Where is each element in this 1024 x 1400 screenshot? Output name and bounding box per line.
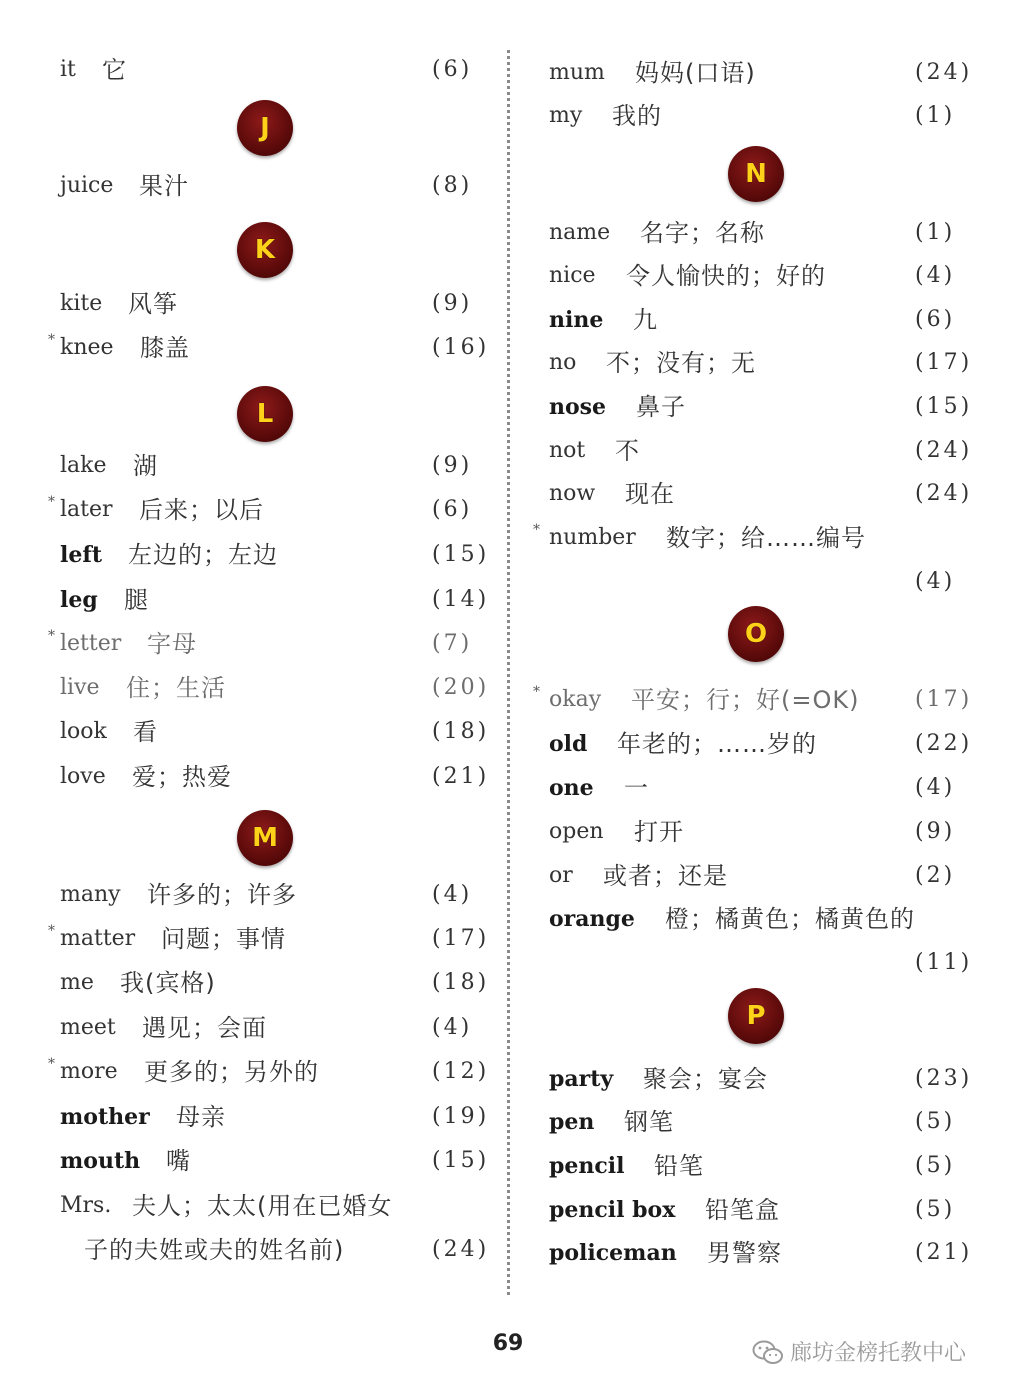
entry-unit-ref: (4) (432, 1015, 473, 1040)
entry-unit-ref: (17) (915, 687, 973, 712)
entry-unit-ref: (15) (915, 394, 973, 419)
entry-meaning: 我的 (612, 102, 662, 130)
entry-unit-ref: (24) (432, 1237, 490, 1262)
entry-word: knee (60, 335, 114, 360)
entry-meaning: 铅笔盒 (705, 1196, 780, 1224)
entry-meaning: 母亲 (176, 1103, 226, 1131)
entry-word: name (549, 220, 611, 245)
entry-word: pen (549, 1109, 595, 1135)
entry-word: left (60, 542, 102, 568)
vocab-entry (515, 768, 985, 808)
entry-word: me (60, 970, 94, 995)
entry-meaning: 遇见；会面 (142, 1014, 267, 1042)
entry-meaning: 平安；行；好(=OK) (631, 686, 860, 714)
entry-unit-ref: (8) (432, 173, 473, 198)
vocab-entry (0, 50, 502, 90)
entry-word: it (60, 57, 76, 82)
entry-word: live (60, 675, 100, 700)
vocab-entry (0, 284, 502, 324)
entry-word: open (549, 819, 604, 844)
vocab-entry (515, 680, 985, 720)
entry-unit-ref: (6) (432, 57, 473, 82)
entry-word: leg (60, 587, 98, 613)
entry-word: pencil box (549, 1197, 676, 1223)
vocab-entry (0, 1141, 502, 1181)
entry-unit-ref: (9) (432, 291, 473, 316)
section-letter-label: M (252, 823, 278, 853)
entry-meaning: 钢笔 (624, 1108, 674, 1136)
section-letter-label: O (744, 619, 768, 649)
entry-meaning: 子的夫姓或夫的姓名前) (84, 1236, 345, 1264)
entry-unit-ref: (24) (915, 60, 973, 85)
vocab-entry (0, 535, 502, 575)
entry-meaning: 男警察 (707, 1239, 782, 1267)
entry-word: letter (60, 631, 122, 656)
entry-unit-ref: (20) (432, 675, 490, 700)
entry-meaning: 后来；以后 (139, 496, 264, 524)
vocab-entry (0, 712, 502, 752)
section-letter-label: J (260, 113, 270, 143)
entry-word: my (549, 103, 583, 128)
entry-meaning: 嘴 (166, 1147, 191, 1175)
vocab-entry (515, 1059, 985, 1099)
entry-word: nose (549, 394, 607, 420)
entry-meaning: 左边的；左边 (128, 541, 278, 569)
entry-unit-ref: (1) (915, 103, 956, 128)
entry-unit-ref: (5) (915, 1109, 956, 1134)
entry-word: old (549, 731, 588, 757)
vocab-entry (515, 213, 985, 253)
entry-unit-ref: (19) (432, 1104, 490, 1129)
entry-word: later (60, 497, 113, 522)
star-marker: * (48, 628, 55, 644)
entry-unit-ref: (6) (432, 497, 473, 522)
entry-meaning: 九 (633, 306, 658, 334)
vocab-entry (515, 300, 985, 340)
entry-unit-ref: (5) (915, 1197, 956, 1222)
entry-unit-ref: (9) (432, 453, 473, 478)
entry-word: not (549, 438, 586, 463)
entry-word: many (60, 882, 121, 907)
entry-unit-ref: (15) (432, 1148, 490, 1173)
entry-meaning: 果汁 (139, 172, 189, 200)
entry-word: one (549, 775, 594, 801)
entry-unit-ref: (23) (915, 1066, 973, 1091)
entry-meaning: 名字；名称 (640, 219, 765, 247)
entry-unit-ref: (24) (915, 481, 973, 506)
entry-word: nice (549, 263, 596, 288)
entry-meaning: 鼻子 (636, 393, 686, 421)
entry-word: juice (60, 173, 114, 198)
entry-meaning: 问题；事情 (161, 925, 286, 953)
entry-word: number (549, 525, 636, 550)
vocab-entry (515, 1190, 985, 1230)
entry-unit-ref: (21) (915, 1240, 973, 1265)
section-letter-label: P (746, 1001, 766, 1031)
section-letter-o (728, 606, 784, 662)
entry-word: or (549, 863, 573, 888)
entry-unit-ref: (16) (432, 335, 490, 360)
entry-word: mum (549, 60, 605, 85)
entry-meaning: 不；没有；无 (606, 349, 756, 377)
section-letter-label: K (254, 235, 276, 265)
entry-word: pencil (549, 1153, 625, 1179)
entry-unit-ref: (14) (432, 587, 490, 612)
vocab-entry (515, 1102, 985, 1142)
vocab-entry (515, 562, 985, 602)
star-marker: * (533, 684, 540, 700)
vocab-entry (0, 875, 502, 915)
entry-meaning: 聚会；宴会 (643, 1065, 768, 1093)
section-letter-p (728, 988, 784, 1044)
entry-meaning: 夫人；太太(用在已婚女 (132, 1192, 393, 1220)
entry-meaning: 字母 (147, 630, 197, 658)
vocab-entry (0, 1186, 502, 1226)
vocab-entry (515, 943, 985, 983)
entry-meaning: 爱；热爱 (132, 763, 232, 791)
vocab-entry (0, 446, 502, 486)
entry-unit-ref: (17) (432, 926, 490, 951)
entry-meaning: 许多的；许多 (147, 881, 297, 909)
entry-word: mother (60, 1104, 150, 1130)
entry-unit-ref: (22) (915, 731, 973, 756)
entry-meaning: 令人愉快的；好的 (626, 262, 826, 290)
vocab-entry (515, 899, 985, 939)
vocab-entry (515, 856, 985, 896)
section-letter-k (237, 222, 293, 278)
section-letter-m (237, 810, 293, 866)
entry-meaning: 橙；橘黄色；橘黄色的 (665, 905, 915, 933)
vocab-entry (0, 1230, 502, 1270)
entry-word: now (549, 481, 596, 506)
entry-word: mouth (60, 1148, 141, 1174)
vocab-entry (0, 668, 502, 708)
star-marker: * (48, 332, 55, 348)
entry-meaning: 不 (615, 437, 640, 465)
section-letter-j (237, 100, 293, 156)
entry-word: okay (549, 687, 602, 712)
entry-unit-ref: (24) (915, 438, 973, 463)
entry-meaning: 风筝 (128, 290, 178, 318)
entry-unit-ref: (7) (432, 631, 473, 656)
page-number: 69 (492, 1331, 524, 1356)
star-marker: * (533, 522, 540, 538)
entry-meaning: 年老的；……岁的 (617, 730, 817, 758)
entry-word: love (60, 764, 106, 789)
entry-meaning: 湖 (133, 452, 158, 480)
section-letter-n (728, 146, 784, 202)
vocab-entry (0, 963, 502, 1003)
entry-word: matter (60, 926, 136, 951)
entry-unit-ref: (17) (915, 350, 973, 375)
entry-word: nine (549, 307, 604, 333)
vocab-entry (0, 624, 502, 664)
vocab-entry (515, 53, 985, 93)
vocab-entry (0, 328, 502, 368)
vocab-entry (0, 1008, 502, 1048)
vocab-entry (0, 919, 502, 959)
entry-meaning: 膝盖 (140, 334, 190, 362)
wechat-icon (752, 1339, 784, 1367)
section-letter-label: L (256, 399, 274, 429)
vocab-entry (0, 1052, 502, 1092)
star-marker: * (48, 494, 55, 510)
entry-meaning: 一 (624, 774, 649, 802)
vocab-entry (515, 474, 985, 514)
vocab-entry (0, 757, 502, 797)
vocab-entry (0, 490, 502, 530)
vocab-entry (0, 1097, 502, 1137)
vocab-entry (0, 166, 502, 206)
section-letter-l (237, 386, 293, 442)
vocab-entry (515, 724, 985, 764)
entry-unit-ref: (4) (432, 882, 473, 907)
column-divider (507, 50, 510, 1295)
section-letter-label: N (745, 159, 767, 189)
entry-unit-ref: (12) (432, 1059, 490, 1084)
entry-meaning: 它 (102, 56, 127, 84)
watermark-text: 廊坊金榜托教中心 (790, 1341, 967, 1366)
entry-word: orange (549, 906, 635, 932)
vocab-entry (515, 1146, 985, 1186)
star-marker: * (48, 923, 55, 939)
entry-word: more (60, 1059, 118, 1084)
vocab-entry (515, 256, 985, 296)
entry-unit-ref: (2) (915, 863, 956, 888)
vocab-entry (515, 343, 985, 383)
entry-unit-ref: (21) (432, 764, 490, 789)
entry-unit-ref: (4) (915, 775, 956, 800)
entry-meaning: 打开 (634, 818, 684, 846)
entry-unit-ref: (1) (915, 220, 956, 245)
vocab-entry (515, 1233, 985, 1273)
entry-meaning: 我(宾格) (120, 969, 216, 997)
entry-meaning: 现在 (625, 480, 675, 508)
entry-word: kite (60, 291, 103, 316)
entry-unit-ref: (15) (432, 542, 490, 567)
vocab-entry (515, 431, 985, 471)
entry-meaning: 腿 (124, 586, 149, 614)
vocab-entry (515, 96, 985, 136)
entry-unit-ref: (5) (915, 1153, 956, 1178)
entry-unit-ref: (4) (915, 569, 956, 594)
entry-word: lake (60, 453, 107, 478)
entry-word: Mrs. (60, 1193, 112, 1218)
entry-word: party (549, 1066, 614, 1092)
vocab-entry (515, 518, 985, 558)
entry-meaning: 住；生活 (126, 674, 226, 702)
entry-unit-ref: (11) (915, 950, 973, 975)
entry-word: no (549, 350, 577, 375)
entry-meaning: 看 (133, 718, 158, 746)
entry-unit-ref: (4) (915, 263, 956, 288)
entry-unit-ref: (9) (915, 819, 956, 844)
entry-word: look (60, 719, 107, 744)
vocab-entry (0, 580, 502, 620)
entry-meaning: 妈妈(口语) (635, 59, 756, 87)
entry-meaning: 更多的；另外的 (144, 1058, 319, 1086)
entry-word: meet (60, 1015, 116, 1040)
entry-unit-ref: (6) (915, 307, 956, 332)
vocab-entry (515, 387, 985, 427)
vocab-entry (515, 812, 985, 852)
star-marker: * (48, 1056, 55, 1072)
entry-word: policeman (549, 1240, 677, 1266)
entry-unit-ref: (18) (432, 970, 490, 995)
entry-meaning: 铅笔 (654, 1152, 704, 1180)
entry-meaning: 或者；还是 (603, 862, 728, 890)
entry-unit-ref: (18) (432, 719, 490, 744)
entry-meaning: 数字；给……编号 (666, 524, 866, 552)
